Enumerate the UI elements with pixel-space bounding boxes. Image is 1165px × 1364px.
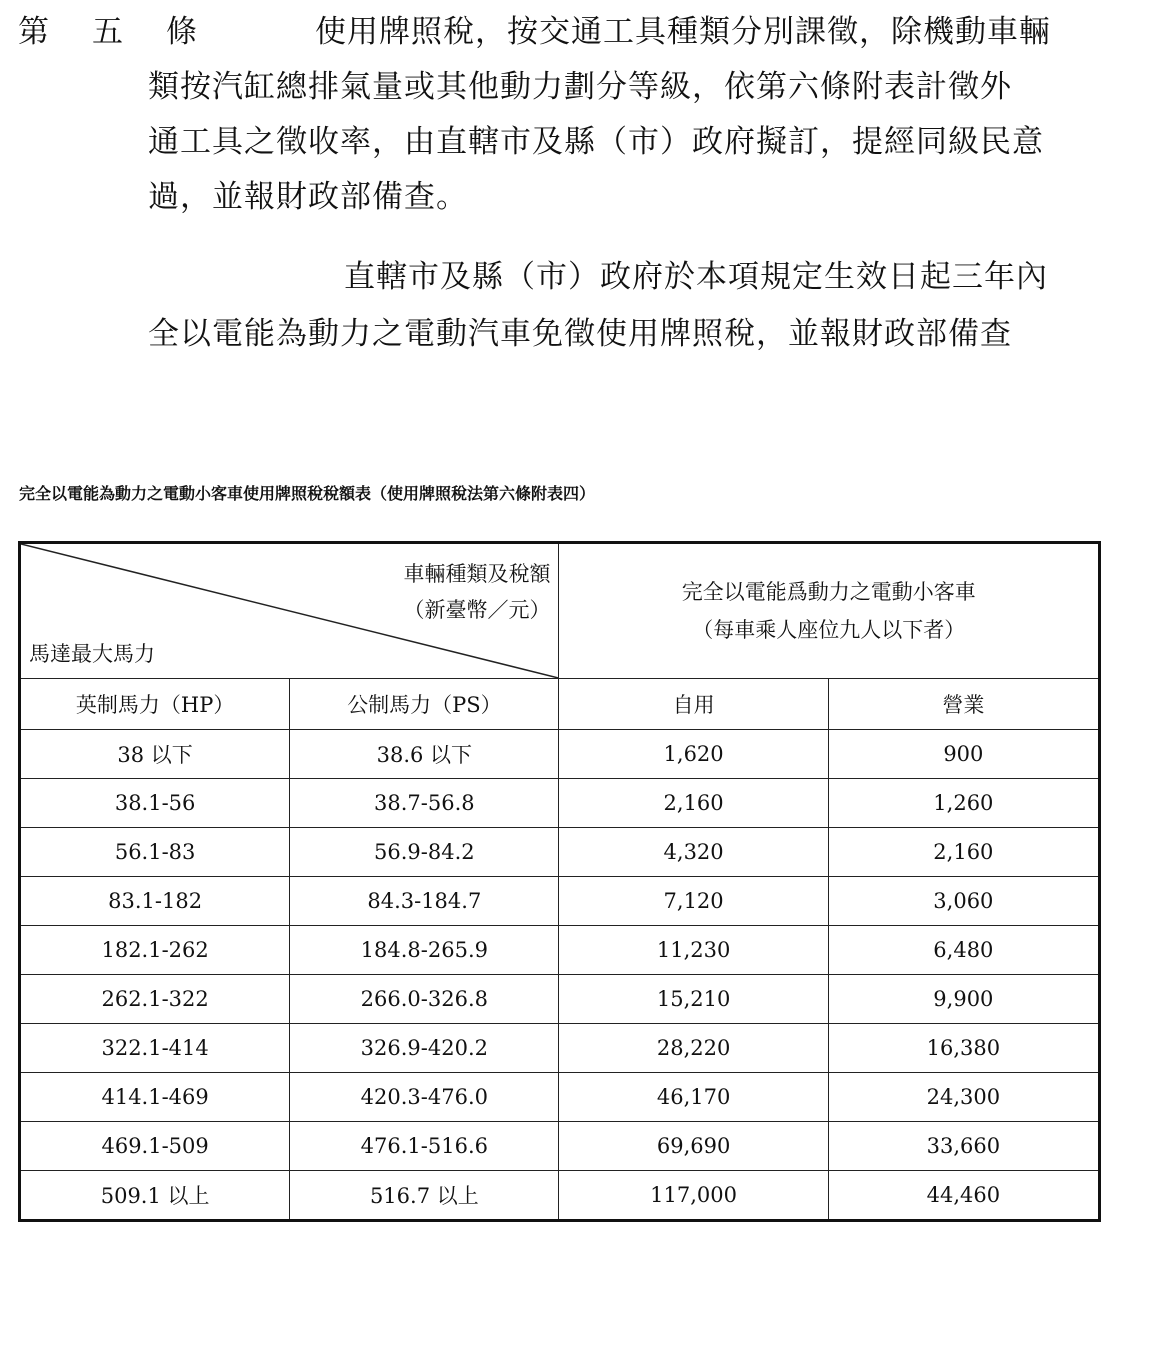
cell-business: 24,300 (828, 1073, 1099, 1122)
article-line-2: 類按汽缸總排氣量或其他動力劃分等級，依第六條附表計徵外 (148, 69, 1012, 105)
cell-hp: 56.1-83 (20, 828, 290, 877)
cell-private: 117,000 (559, 1171, 828, 1221)
diagonal-top-label (403, 556, 550, 628)
tax-table (18, 541, 1101, 1222)
cell-hp: 262.1-322 (20, 975, 290, 1024)
ev-category-note: （每車乘人座位九人以下者） (692, 618, 966, 642)
article-line-4: 過，並報財政部備查。 (148, 179, 468, 215)
cell-hp: 469.1-509 (20, 1122, 290, 1171)
cell-business: 3,060 (828, 877, 1099, 926)
cell-business: 33,660 (828, 1122, 1099, 1171)
article-line-1: 使用牌照稅，按交通工具種類分別課徵，除機動車輛 (315, 14, 1051, 50)
table-row (20, 975, 1100, 1024)
cell-private: 1,620 (559, 730, 828, 779)
cell-ps: 38.7-56.8 (290, 779, 559, 828)
ev-category-header (559, 543, 1100, 679)
cell-business: 16,380 (828, 1024, 1099, 1073)
column-header-row (20, 679, 1100, 730)
cell-ps: 266.0-326.8 (290, 975, 559, 1024)
article-line-3: 通工具之徵收率，由直轄市及縣（市）政府擬訂，提經同級民意 (148, 124, 1044, 160)
cell-private: 46,170 (559, 1073, 828, 1122)
diagonal-header-cell (20, 543, 559, 679)
cell-ps: 84.3-184.7 (290, 877, 559, 926)
cell-hp: 38 以下 (20, 730, 290, 779)
cell-private: 15,210 (559, 975, 828, 1024)
cell-hp: 38.1-56 (20, 779, 290, 828)
cell-ps: 476.1-516.6 (290, 1122, 559, 1171)
table-row (20, 926, 1100, 975)
cell-hp: 414.1-469 (20, 1073, 290, 1122)
article-label-char-2: 五 (92, 14, 123, 50)
table-header-row (20, 543, 1100, 679)
cell-business: 44,460 (828, 1171, 1099, 1221)
motor-power-label: 馬達最大馬力 (29, 642, 155, 666)
table-row (20, 1024, 1100, 1073)
cell-business: 1,260 (828, 779, 1099, 828)
currency-unit-label: （新臺幣／元） (403, 598, 551, 622)
cell-private: 69,690 (559, 1122, 828, 1171)
cell-ps: 38.6 以下 (290, 730, 559, 779)
article-label-char-3: 條 (166, 14, 197, 50)
cell-hp: 83.1-182 (20, 877, 290, 926)
column-header-ps: 公制馬力（PS） (290, 679, 559, 730)
cell-private: 28,220 (559, 1024, 828, 1073)
table-row (20, 1073, 1100, 1122)
cell-business: 900 (828, 730, 1099, 779)
cell-hp: 182.1-262 (20, 926, 290, 975)
cell-business: 9,900 (828, 975, 1099, 1024)
cell-private: 7,120 (559, 877, 828, 926)
table-row (20, 1171, 1100, 1221)
cell-ps: 420.3-476.0 (290, 1073, 559, 1122)
cell-private: 2,160 (559, 779, 828, 828)
tax-table-body (20, 730, 1100, 1221)
article-line-6: 全以電能為動力之電動汽車免徵使用牌照稅，並報財政部備查 (148, 316, 1012, 352)
ev-category-title: 完全以電能爲動力之電動小客車 (681, 580, 976, 604)
cell-private: 4,320 (559, 828, 828, 877)
cell-hp: 509.1 以上 (20, 1171, 290, 1221)
table-caption: 完全以電能為動力之電動小客車使用牌照稅稅額表（使用牌照稅法第六條附表四） (19, 484, 596, 503)
article-text (0, 0, 1165, 360)
cell-ps: 516.7 以上 (290, 1171, 559, 1221)
article-line-5: 直轄市及縣（市）政府於本項規定生效日起三年內 (344, 259, 1048, 295)
article-label-char-1: 第 (18, 14, 49, 50)
cell-business: 6,480 (828, 926, 1099, 975)
cell-ps: 56.9-84.2 (290, 828, 559, 877)
table-row (20, 730, 1100, 779)
table-row (20, 1122, 1100, 1171)
column-header-private: 自用 (559, 679, 828, 730)
column-header-business: 營業 (828, 679, 1099, 730)
cell-ps: 184.8-265.9 (290, 926, 559, 975)
table-row (20, 779, 1100, 828)
cell-business: 2,160 (828, 828, 1099, 877)
cell-ps: 326.9-420.2 (290, 1024, 559, 1073)
table-row (20, 877, 1100, 926)
cell-private: 11,230 (559, 926, 828, 975)
vehicle-type-label: 車輛種類及稅額 (403, 562, 551, 586)
cell-hp: 322.1-414 (20, 1024, 290, 1073)
table-row (20, 828, 1100, 877)
column-header-hp: 英制馬力（HP） (20, 679, 290, 730)
